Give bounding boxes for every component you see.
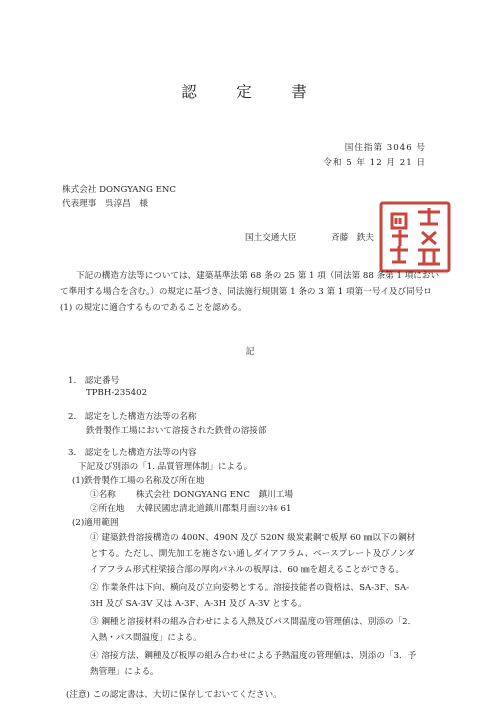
document-title: 認 定 書	[181, 83, 319, 101]
factory-name-label: ①名称	[90, 490, 116, 500]
item-3-2-label: (2)適用範囲	[72, 518, 119, 528]
item-3-label: 3. 認定をした構造方法等の内容	[68, 448, 197, 458]
scope-item-3: ③ 鋼種と溶接材料の組み合わせによる入熱及びパス間温度の管理値は、別添の「2．入熱・パス間温度」による。	[90, 617, 417, 643]
official-seal	[378, 200, 452, 274]
issuer-name: 斉藤 鉄夫	[331, 233, 374, 243]
note: (注意) この認定書は、大切に保存しておいてください。	[66, 690, 282, 700]
item-3-1-label: (1)鉄骨製作工場の名称及び所在地	[72, 476, 205, 486]
body-paragraph: 下記の構造方法等については、建築基準法第 68 条の 25 第 1 項（同法第 88 条第 1 項において準用する場合を含む。）の規定に基づき、同法施行規則第 1 条の 3 第 1 項第一号イ及び同号ロ (1) の規定に適合するものであることを認める。	[60, 271, 440, 313]
issue-date: 令和 5 年 12 月 21 日	[323, 158, 426, 168]
recipient-representative: 代表理事 呉淳昌 様	[62, 199, 148, 209]
reference-number: 国住指第 3046 号	[344, 143, 426, 153]
scope-item-2: ② 作業条件は下向、横向及び立向姿勢とする。溶接技能者の資格は、SA-3F、SA-3H 及び SA-3V 又は A-3F、A-3H 及び A-3V とする。	[90, 583, 410, 609]
scope-item-1: ① 建築鉄骨溶接構造の 400N、490N 及び 520N 級炭素鋼で板厚 60 ㎜以下の鋼材とする。ただし、開先加工を施さない通しダイアフラム、ベースプレート及びノンダイアフラム形式柱梁接合部の厚肉パネルの板厚は、60 ㎜を超えることができる。	[90, 533, 416, 575]
item-1-value: TPBH-235402	[86, 388, 148, 398]
factory-name-value: 株式会社 DONGYANG ENC 鎮川工場	[136, 490, 293, 500]
item-2-label: 2. 認定をした構造方法等の名称	[68, 412, 197, 422]
recipient-company: 株式会社 DONGYANG ENC	[62, 185, 176, 195]
item-1-label: 1. 認定番号	[68, 376, 120, 386]
item-3-intro: 下記及び別添の「1. 品質管理体制」による。	[78, 462, 253, 472]
ki-heading: 記	[245, 347, 255, 357]
scope-item-4: ④ 溶接方法、鋼種及び板厚の組み合わせによる予熱温度の管理値は、別添の「3．予熱管理」による。	[90, 651, 417, 677]
item-2-value: 鉄骨製作工場において溶接された鉄骨の溶接部	[86, 426, 267, 436]
factory-location-label: ②所在地	[90, 504, 125, 514]
factory-location-value: 大韓民國忠清北道鎮川郡梨月面ﾐｼﾝｷﾙ 61	[136, 504, 292, 514]
issuer-title: 国土交通大臣	[245, 233, 297, 243]
